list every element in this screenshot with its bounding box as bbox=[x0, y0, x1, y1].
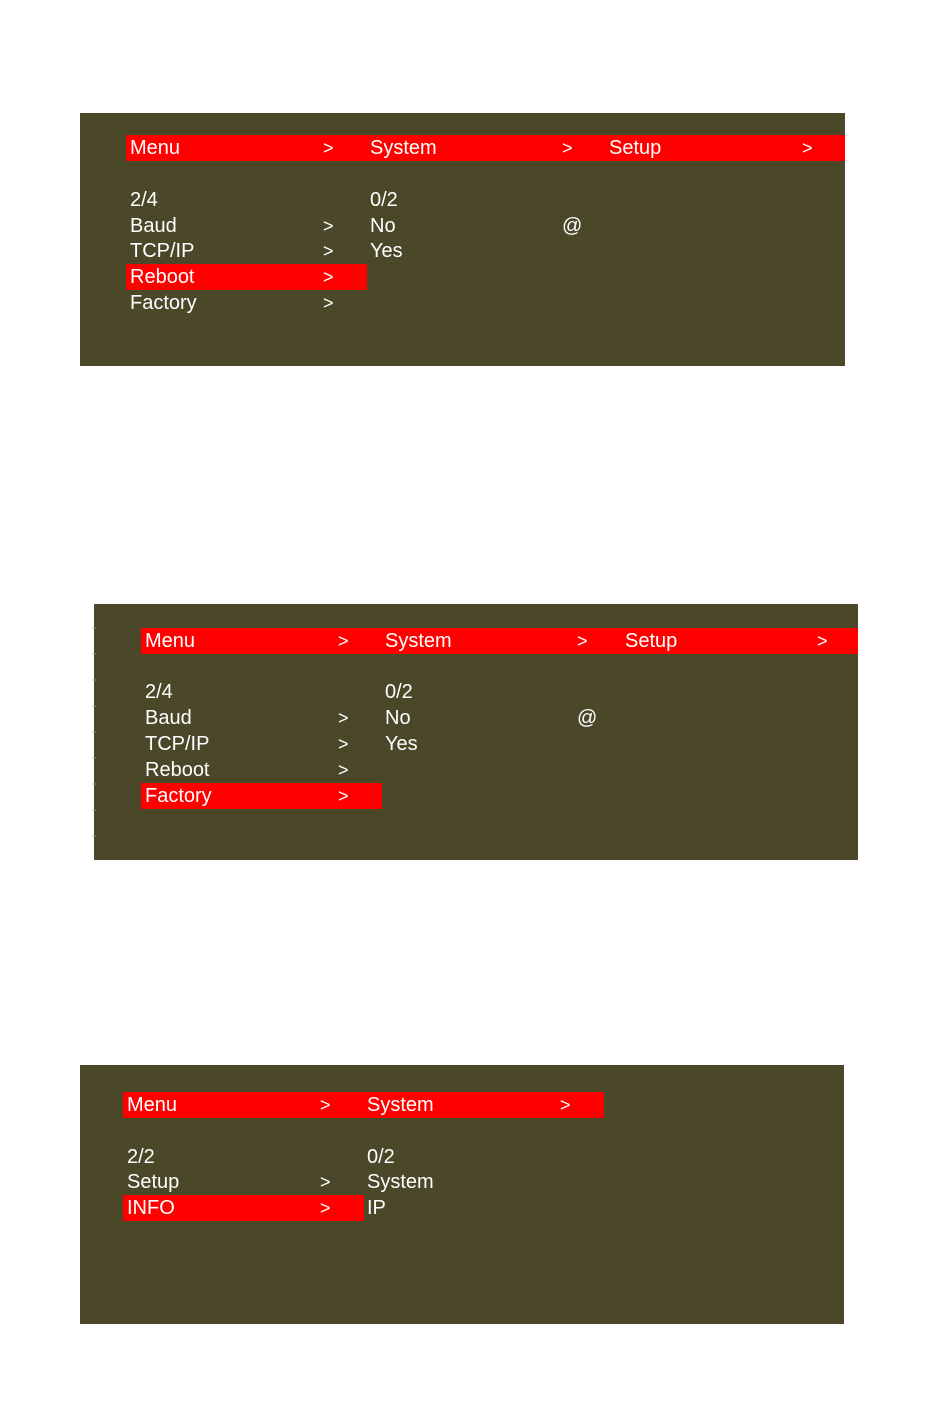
option-yes[interactable]: Yes bbox=[385, 733, 418, 755]
osd-screen-3 bbox=[80, 1065, 844, 1324]
option-page-indicator: 0/2 bbox=[367, 1146, 395, 1168]
option-no[interactable]: No bbox=[385, 707, 411, 729]
menu-item-tcpip[interactable]: TCP/IP bbox=[130, 240, 195, 262]
option-ip[interactable]: IP bbox=[367, 1197, 386, 1219]
breadcrumb-arrow: > bbox=[802, 138, 813, 158]
submenu-arrow: > bbox=[320, 1198, 331, 1218]
menu-item-baud[interactable]: Baud bbox=[130, 215, 177, 237]
breadcrumb-arrow: > bbox=[560, 1095, 571, 1115]
breadcrumb-arrow: > bbox=[338, 631, 349, 651]
breadcrumb-bar bbox=[123, 1092, 604, 1118]
breadcrumb-arrow: > bbox=[323, 138, 334, 158]
option-page-indicator: 0/2 bbox=[385, 681, 413, 703]
menu-item-info[interactable]: INFO bbox=[127, 1197, 175, 1219]
option-yes[interactable]: Yes bbox=[370, 240, 403, 262]
breadcrumb-system[interactable]: System bbox=[385, 630, 452, 652]
menu-item-tcpip[interactable]: TCP/IP bbox=[145, 733, 210, 755]
breadcrumb-menu[interactable]: Menu bbox=[127, 1094, 178, 1116]
breadcrumb-system[interactable]: System bbox=[370, 137, 437, 159]
submenu-arrow: > bbox=[323, 267, 334, 287]
osd-screen-2 bbox=[94, 604, 858, 860]
osd-screen-1 bbox=[80, 113, 845, 366]
current-marker: @ bbox=[562, 215, 583, 237]
breadcrumb-arrow: > bbox=[817, 631, 828, 651]
breadcrumb-arrow: > bbox=[320, 1095, 331, 1115]
breadcrumb-arrow: > bbox=[577, 631, 588, 651]
menu-item-baud[interactable]: Baud bbox=[145, 707, 192, 729]
menu-item-factory[interactable]: Factory bbox=[145, 785, 212, 807]
page-indicator: 2/4 bbox=[145, 681, 173, 703]
menu-item-factory[interactable]: Factory bbox=[130, 292, 197, 314]
submenu-arrow: > bbox=[323, 293, 334, 313]
submenu-arrow: > bbox=[338, 734, 349, 754]
option-no[interactable]: No bbox=[370, 215, 396, 237]
option-system[interactable]: System bbox=[367, 1171, 434, 1193]
breadcrumb-setup[interactable]: Setup bbox=[609, 137, 662, 159]
submenu-arrow: > bbox=[323, 241, 334, 261]
option-page-indicator: 0/2 bbox=[370, 189, 398, 211]
breadcrumb-arrow: > bbox=[562, 138, 573, 158]
edge-ticks bbox=[93, 604, 96, 860]
submenu-arrow: > bbox=[338, 760, 349, 780]
breadcrumb-bar bbox=[141, 628, 858, 654]
menu-item-reboot[interactable]: Reboot bbox=[145, 759, 210, 781]
breadcrumb-menu[interactable]: Menu bbox=[145, 630, 196, 652]
breadcrumb-system[interactable]: System bbox=[367, 1094, 434, 1116]
menu-item-setup[interactable]: Setup bbox=[127, 1171, 180, 1193]
breadcrumb-setup[interactable]: Setup bbox=[625, 630, 678, 652]
submenu-arrow: > bbox=[320, 1172, 331, 1192]
page-indicator: 2/4 bbox=[130, 189, 158, 211]
breadcrumb-bar bbox=[126, 135, 845, 161]
current-marker: @ bbox=[577, 707, 598, 729]
submenu-arrow: > bbox=[338, 786, 349, 806]
menu-item-reboot[interactable]: Reboot bbox=[130, 266, 195, 288]
breadcrumb-menu[interactable]: Menu bbox=[130, 137, 181, 159]
submenu-arrow: > bbox=[338, 708, 349, 728]
submenu-arrow: > bbox=[323, 216, 334, 236]
page-indicator: 2/2 bbox=[127, 1146, 155, 1168]
